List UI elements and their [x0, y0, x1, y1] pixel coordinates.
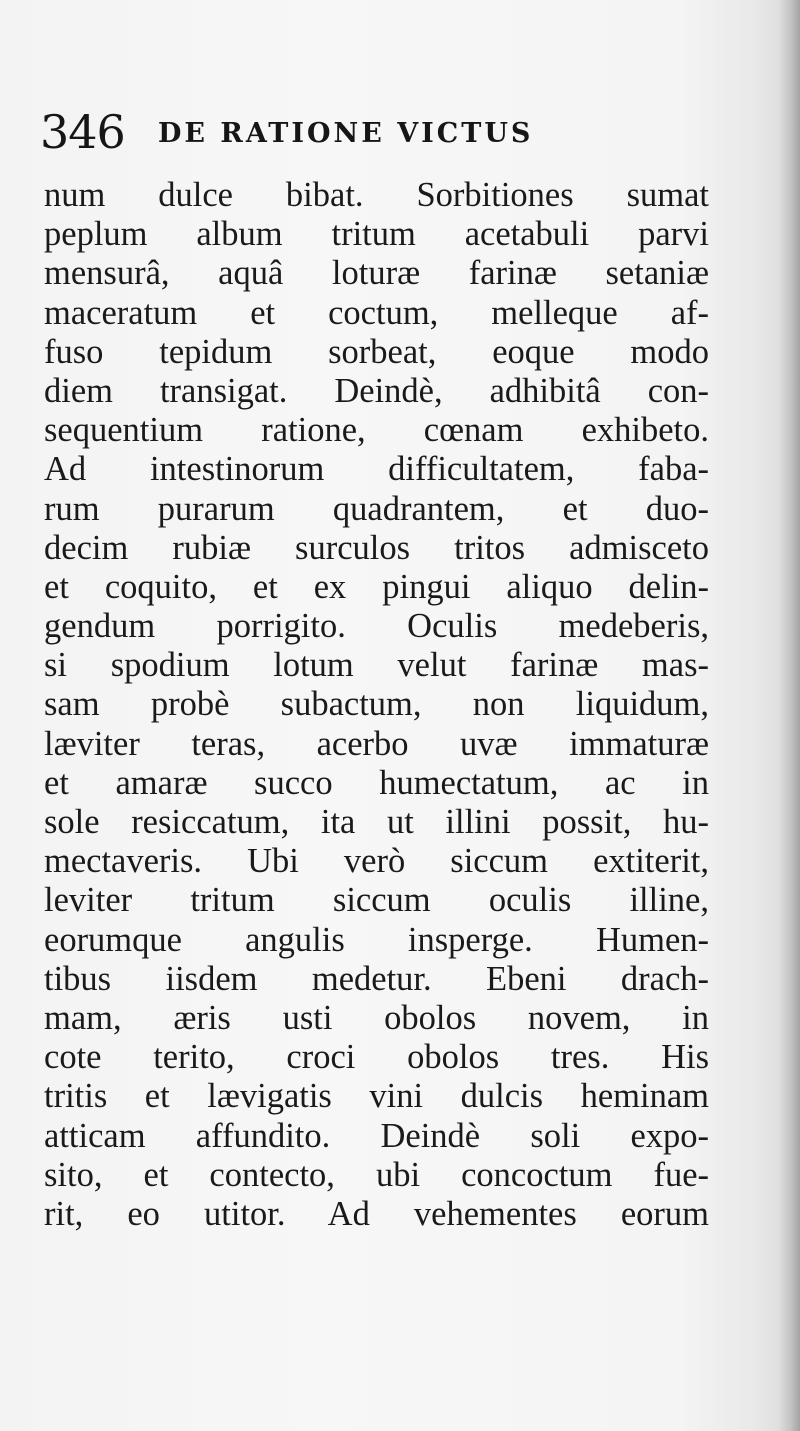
- text-line: mam, æris usti obolos novem, in: [44, 998, 709, 1037]
- body-text: [44, 176, 709, 1234]
- text-line: sequentium ratione, cœnam exhibeto.: [44, 411, 709, 450]
- running-title: DE RATIONE VICTUS: [158, 118, 534, 149]
- text-line: num dulce bibat. Sorbitiones sumat: [44, 176, 709, 214]
- text-line: cote terito, croci obolos tres. His: [44, 1038, 709, 1077]
- text-line: sam probè subactum, non liquidum,: [44, 685, 709, 724]
- text-line: mensurâ, aquâ loturæ farinæ setaniæ: [44, 254, 709, 293]
- page-number: 346: [40, 105, 125, 159]
- text-line: peplum album tritum acetabuli parvi: [44, 215, 709, 254]
- text-line: diem transigat. Deindè, adhibitâ con-: [44, 371, 709, 410]
- text-line: si spodium lotum velut farinæ mas-: [44, 646, 709, 685]
- text-line: Ad intestinorum difficultatem, faba-: [44, 450, 709, 489]
- text-line: tibus iisdem medetur. Ebeni drach-: [44, 959, 709, 998]
- text-line: læviter teras, acerbo uvæ immaturæ: [44, 724, 709, 763]
- text-line: leviter tritum siccum oculis illine,: [44, 881, 709, 920]
- text-line: maceratum et coctum, melleque af-: [44, 293, 709, 332]
- text-line: sole resiccatum, ita ut illini possit, hu-: [44, 803, 709, 841]
- text-line: rum purarum quadrantem, et duo-: [44, 489, 709, 528]
- text-line: decim rubiæ surculos tritos admisceto: [44, 528, 709, 567]
- text-line: gendum porrigito. Oculis medeberis,: [44, 607, 709, 646]
- text-line: mectaveris. Ubi verò siccum extiterit,: [44, 842, 709, 881]
- text-line: rit, eo utitor. Ad vehementes eorum: [44, 1194, 709, 1233]
- page-edge-shadow: [778, 0, 800, 1431]
- page-header: [40, 104, 740, 160]
- text-line: tritis et lævigatis vini dulcis heminam: [44, 1077, 709, 1116]
- text-line: et coquito, et ex pingui aliquo delin-: [44, 567, 709, 606]
- text-line: sito, et contecto, ubi concoctum fue-: [44, 1155, 709, 1194]
- text-line: eorumque angulis insperge. Humen-: [44, 920, 709, 959]
- text-line: et amaræ succo humectatum, ac in: [44, 763, 709, 802]
- text-line: atticam affundito. Deindè soli expo-: [44, 1116, 709, 1155]
- text-line: fuso tepidum sorbeat, eoque modo: [44, 332, 709, 371]
